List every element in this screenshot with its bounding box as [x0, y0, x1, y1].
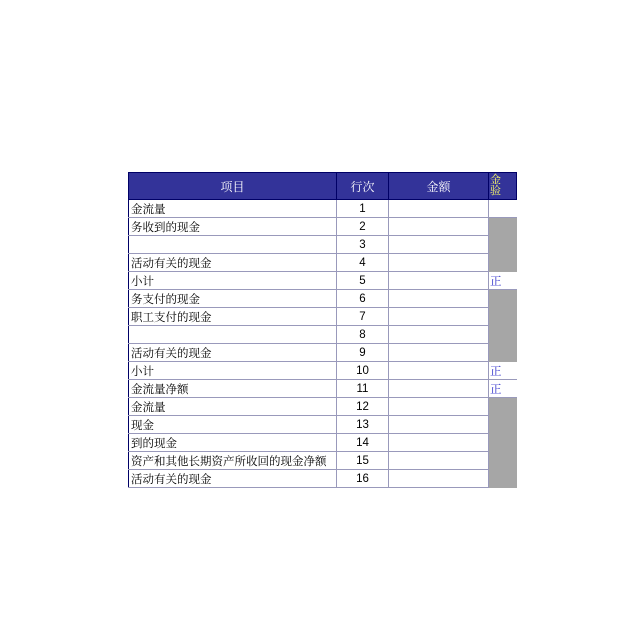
cell-extra[interactable]: [489, 236, 517, 254]
cell-line-no[interactable]: 6: [337, 290, 389, 308]
table-row: [129, 470, 517, 488]
cell-amount[interactable]: [389, 236, 489, 254]
cell-line-no[interactable]: 14: [337, 434, 389, 452]
cell-item[interactable]: 务支付的现金: [129, 290, 337, 308]
cell-item[interactable]: 金流量净额: [129, 380, 337, 398]
cell-amount[interactable]: [389, 326, 489, 344]
cell-item[interactable]: 金流量: [129, 200, 337, 218]
cell-line-no[interactable]: 16: [337, 470, 389, 488]
cell-amount[interactable]: [389, 344, 489, 362]
cell-amount[interactable]: [389, 434, 489, 452]
cell-item[interactable]: 小计: [129, 362, 337, 380]
cell-extra[interactable]: [489, 218, 517, 236]
cell-item[interactable]: 到的现金: [129, 434, 337, 452]
table-body: [129, 200, 517, 488]
cell-extra[interactable]: [489, 254, 517, 272]
spreadsheet-area: [128, 172, 516, 488]
cell-extra[interactable]: [489, 470, 517, 488]
table-row: [129, 380, 517, 398]
header-line-no: 行次: [337, 173, 389, 200]
cell-amount[interactable]: [389, 290, 489, 308]
header-amount: 金额: [389, 173, 489, 200]
cell-amount[interactable]: [389, 308, 489, 326]
cell-item[interactable]: 现金: [129, 416, 337, 434]
cell-line-no[interactable]: 8: [337, 326, 389, 344]
cell-amount[interactable]: [389, 272, 489, 290]
cell-line-no[interactable]: 12: [337, 398, 389, 416]
cell-extra[interactable]: [489, 200, 517, 218]
cash-flow-table: [128, 172, 517, 488]
cell-line-no[interactable]: 10: [337, 362, 389, 380]
cell-item[interactable]: 活动有关的现金: [129, 344, 337, 362]
table-row: [129, 254, 517, 272]
cell-extra[interactable]: [489, 416, 517, 434]
table-row: [129, 434, 517, 452]
table-row: [129, 344, 517, 362]
cell-line-no[interactable]: 4: [337, 254, 389, 272]
cell-line-no[interactable]: 11: [337, 380, 389, 398]
cell-extra[interactable]: [489, 308, 517, 326]
cell-extra[interactable]: [489, 398, 517, 416]
cell-line-no[interactable]: 3: [337, 236, 389, 254]
cell-amount[interactable]: [389, 416, 489, 434]
cell-extra[interactable]: 正: [489, 272, 517, 290]
cell-item[interactable]: 小计: [129, 272, 337, 290]
table-row: [129, 200, 517, 218]
cell-item[interactable]: 务收到的现金: [129, 218, 337, 236]
table-row: [129, 416, 517, 434]
cell-amount[interactable]: [389, 200, 489, 218]
table-row: [129, 362, 517, 380]
cell-amount[interactable]: [389, 470, 489, 488]
cell-amount[interactable]: [389, 362, 489, 380]
cell-extra[interactable]: [489, 326, 517, 344]
cell-item[interactable]: 资产和其他长期资产所收回的现金净额: [129, 452, 337, 470]
cell-item[interactable]: 金流量: [129, 398, 337, 416]
cell-amount[interactable]: [389, 398, 489, 416]
cell-amount[interactable]: [389, 380, 489, 398]
cell-item[interactable]: [129, 236, 337, 254]
cell-line-no[interactable]: 1: [337, 200, 389, 218]
cell-line-no[interactable]: 2: [337, 218, 389, 236]
cell-amount[interactable]: [389, 254, 489, 272]
cell-line-no[interactable]: 9: [337, 344, 389, 362]
cell-item[interactable]: [129, 326, 337, 344]
cell-line-no[interactable]: 7: [337, 308, 389, 326]
table-row: [129, 290, 517, 308]
table-row: [129, 452, 517, 470]
table-row: [129, 236, 517, 254]
table-header-row: [129, 173, 517, 200]
cell-extra[interactable]: [489, 434, 517, 452]
table-row: [129, 398, 517, 416]
table-row: [129, 272, 517, 290]
cell-item[interactable]: 职工支付的现金: [129, 308, 337, 326]
cell-item[interactable]: 活动有关的现金: [129, 470, 337, 488]
cell-amount[interactable]: [389, 452, 489, 470]
header-item: 项目: [129, 173, 337, 200]
cell-item[interactable]: 活动有关的现金: [129, 254, 337, 272]
cell-extra[interactable]: 正: [489, 362, 517, 380]
header-extra-column: [489, 173, 517, 200]
cell-amount[interactable]: [389, 218, 489, 236]
cell-extra[interactable]: [489, 290, 517, 308]
cell-line-no[interactable]: 5: [337, 272, 389, 290]
table-row: [129, 308, 517, 326]
table-row: [129, 218, 517, 236]
cell-line-no[interactable]: 15: [337, 452, 389, 470]
header-extra-line2: 验: [490, 185, 501, 197]
cell-extra[interactable]: [489, 452, 517, 470]
cell-line-no[interactable]: 13: [337, 416, 389, 434]
header-extra-line1: 金: [490, 174, 501, 186]
table-row: [129, 326, 517, 344]
cell-extra[interactable]: 正: [489, 380, 517, 398]
cell-extra[interactable]: [489, 344, 517, 362]
